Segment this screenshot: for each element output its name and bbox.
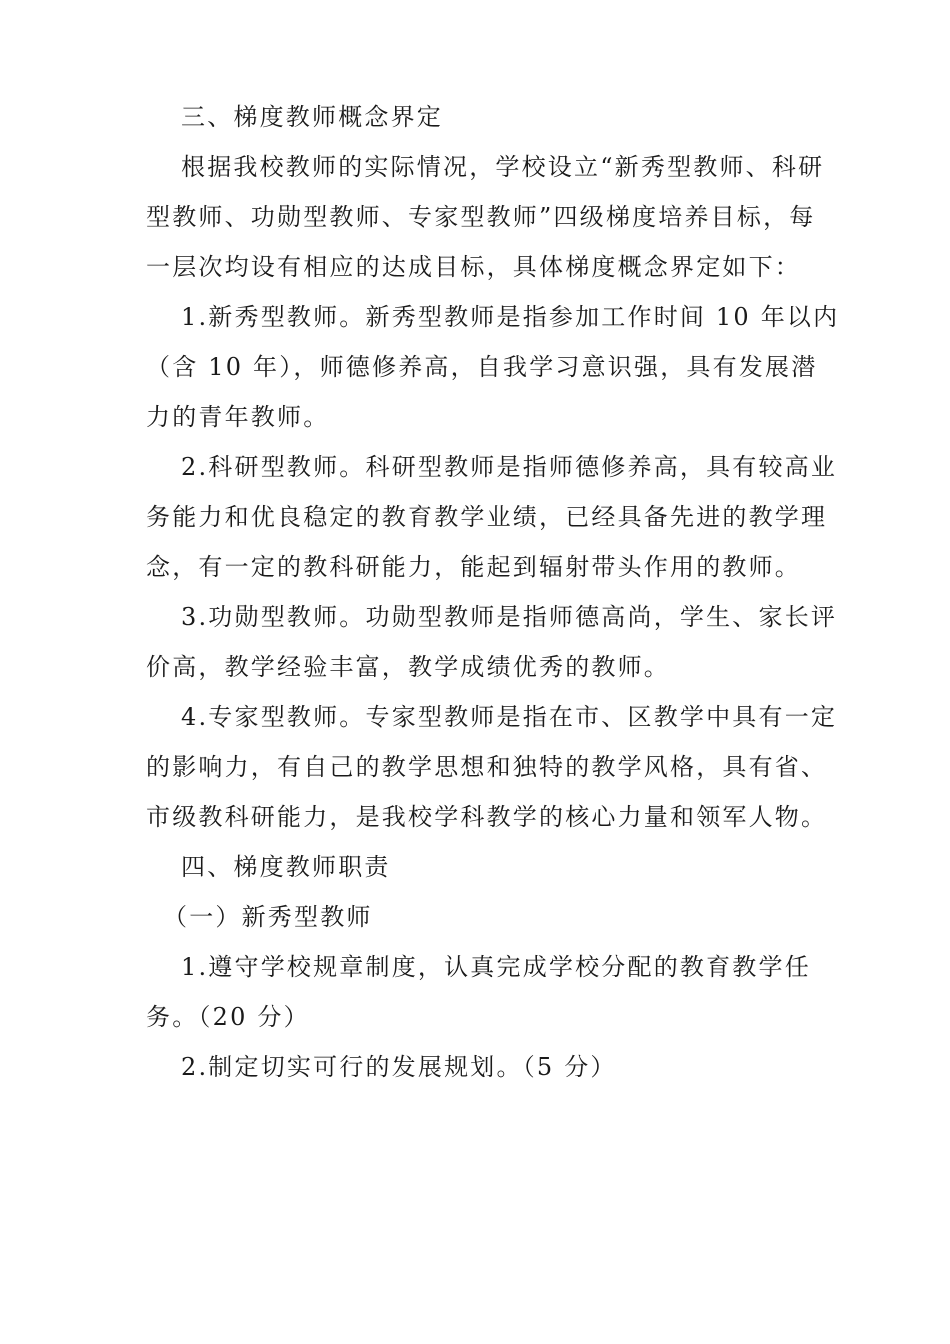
paragraph-line: 2.制定切实可行的发展规划。（5 分） [181,1053,617,1081]
paragraph-line: 价高，教学经验丰富，教学成绩优秀的教师。 [146,653,670,681]
section-heading-3: 三、梯度教师概念界定 [181,103,443,131]
paragraph-line: 2.科研型教师。科研型教师是指师德修养高，具有较高业 [181,453,838,481]
paragraph-line: 的影响力，有自己的教学思想和独特的教学风格，具有省、 [146,753,828,781]
paragraph-line: 1.新秀型教师。新秀型教师是指参加工作时间 10 年以内 [181,303,840,331]
paragraph-line: 4.专家型教师。专家型教师是指在市、区教学中具有一定 [181,703,838,731]
section-heading-4: 四、梯度教师职责 [181,853,391,881]
paragraph-line: 务。（20 分） [146,1003,310,1031]
paragraph-line: 3.功勋型教师。功勋型教师是指师德高尚，学生、家长评 [181,603,838,631]
paragraph-line: 型教师、功勋型教师、专家型教师”四级梯度培养目标，每 [146,203,816,231]
paragraph-line: 一层次均设有相应的达成目标，具体梯度概念界定如下： [146,253,801,281]
paragraph-line: （含 10 年），师德修养高，自我学习意识强，具有发展潜 [146,353,818,381]
subsection-heading: （一）新秀型教师 [163,903,373,931]
paragraph-line: 根据我校教师的实际情况，学校设立“新秀型教师、科研 [181,153,825,181]
paragraph-line: 力的青年教师。 [146,403,330,431]
paragraph-line: 1.遵守学校规章制度，认真完成学校分配的教育教学任 [181,953,811,981]
paragraph-line: 念，有一定的教科研能力，能起到辐射带头作用的教师。 [146,553,801,581]
paragraph-line: 市级教科研能力，是我校学科教学的核心力量和领军人物。 [146,803,828,831]
paragraph-line: 务能力和优良稳定的教育教学业绩，已经具备先进的教学理 [146,503,828,531]
